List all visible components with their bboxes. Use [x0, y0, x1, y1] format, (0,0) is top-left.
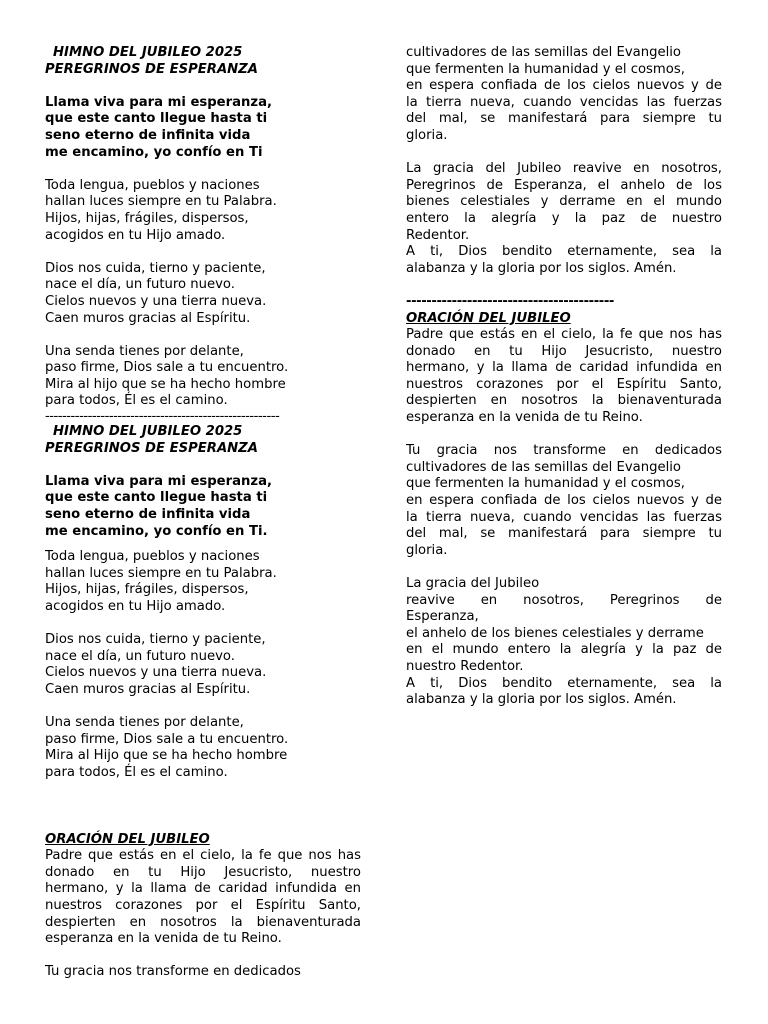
prayer-line: alabanza y la gloria por los siglos. Amén. [406, 692, 677, 708]
stanza-line: Mira al hijo que se ha hecho hombre [45, 376, 286, 392]
prayer-line: hermano, y la llama de caridad infundida en [406, 360, 722, 376]
prayer-line: La gracia del Jubileo reavive en nosotros, [406, 161, 722, 177]
prayer-line: Peregrinos de Esperanza, el anhelo de los [406, 177, 722, 193]
hymn-subtitle: PEREGRINOS DE ESPERANZA [45, 440, 258, 456]
chorus-line: que este canto llegue hasta ti [45, 490, 268, 506]
prayer-line: en espera confiada de los cielos nuevos y de [406, 78, 722, 94]
chorus-line: Llama viva para mi esperanza, [45, 94, 272, 110]
prayer-line: en espera confiada de los cielos nuevos y de [406, 493, 722, 509]
prayer-line: despierten en nosotros la bienaventurada [45, 914, 361, 930]
prayer-line: nuestros corazones por el Espíritu Santo, [406, 376, 722, 392]
hymn-subtitle: PEREGRINOS DE ESPERANZA [45, 61, 258, 77]
stanza-line: Una senda tienes por delante, [45, 343, 244, 359]
stanza-line: para todos, Él es el camino. [45, 393, 228, 409]
prayer-line: donado en tu Hijo Jesucristo, nuestro [45, 864, 361, 880]
chorus-line: Llama viva para mi esperanza, [45, 473, 272, 489]
prayer-line: A ti, Dios bendito eternamente, sea la [406, 244, 722, 260]
prayer-line: que fermenten la humanidad y el cosmos, [406, 61, 685, 77]
prayer-line: hermano, y la llama de caridad infundida en [45, 881, 361, 897]
chorus-line: seno eterno de infinita vida [45, 127, 251, 143]
prayer-line: nuestros corazones por el Espíritu Santo, [45, 897, 361, 913]
prayer-line: cultivadores de las semillas del Evangelio [406, 45, 681, 60]
prayer-line: bienes celestiales y derrame en el mundo [406, 194, 722, 210]
prayer-line: reavive en nosotros, Peregrinos de [406, 592, 722, 608]
hymn-title: HIMNO DEL JUBILEO 2025 [53, 45, 243, 60]
prayer-line: donado en tu Hijo Jesucristo, nuestro [406, 343, 722, 359]
prayer-line: cultivadores de las semillas del Evangelio [406, 459, 681, 475]
stanza-line: acogidos en tu Hijo amado. [45, 599, 226, 614]
stanza-line: hallan luces siempre en tu Palabra. [45, 565, 277, 581]
prayer-line: del mal, se manifestará para siempre tu [406, 111, 722, 127]
prayer-line: el anhelo de los bienes celestiales y derrame [406, 625, 704, 641]
prayer-line: alabanza y la gloria por los siglos. Amén. [406, 260, 677, 276]
prayer-line: entero la alegría y la paz de nuestro [406, 210, 722, 226]
prayer-line: Esperanza, [406, 609, 479, 625]
prayer-line: gloria. [406, 127, 448, 143]
chorus-line: seno eterno de infinita vida [45, 507, 251, 523]
right-column [406, 45, 722, 709]
prayer-line: en el mundo entero la alegría y la paz de [406, 642, 722, 658]
dashed-separator: ------------------------------------------------------- [45, 409, 280, 425]
prayer-line: gloria. [406, 542, 448, 558]
stanza-line: Cielos nuevos y una tierra nueva. [45, 665, 267, 681]
prayer-line: la tierra nueva, cuando vencidas las fuerzas [406, 94, 722, 110]
prayer-line: La gracia del Jubileo [406, 576, 540, 591]
hymn-title: HIMNO DEL JUBILEO 2025 [53, 424, 243, 440]
prayer-line: Tu gracia nos transforme en dedicados [45, 964, 301, 980]
stanza-line: Una senda tienes por delante, [45, 715, 244, 731]
stanza-line: nace el día, un futuro nuevo. [45, 277, 235, 293]
prayer-line: esperanza en la venida de tu Reino. [406, 410, 643, 426]
stanza-line: Caen muros gracias al Espíritu. [45, 310, 251, 326]
stanza-line: hallan luces siempre en tu Palabra. [45, 194, 277, 210]
prayer-line: Padre que estás en el cielo, la fe que nos has [45, 848, 361, 864]
chorus-line: que este canto llegue hasta ti [45, 111, 268, 127]
prayer-line: esperanza en la venida de tu Reino. [45, 931, 282, 947]
stanza-line: paso firme, Dios sale a tu encuentro. [45, 731, 289, 747]
chorus-line: me encamino, yo confío en Ti [45, 144, 263, 160]
prayer-line: nuestro Redentor. [406, 658, 524, 674]
stanza-line: para todos, Él es el camino. [45, 764, 228, 780]
stanza-line: Dios nos cuida, tierno y paciente, [45, 260, 266, 276]
stanza-line: acogidos en tu Hijo amado. [45, 227, 226, 243]
prayer-title: ORACIÓN DEL JUBILEO [406, 310, 571, 326]
prayer-title: ORACIÓN DEL JUBILEO [45, 831, 210, 847]
prayer-line: A ti, Dios bendito eternamente, sea la [406, 675, 722, 691]
prayer-line: despierten en nosotros la bienaventurada [406, 393, 722, 409]
prayer-line: Redentor. [406, 227, 470, 243]
stanza-line: Cielos nuevos y una tierra nueva. [45, 293, 267, 309]
stanza-line: Toda lengua, pueblos y naciones [45, 177, 260, 193]
prayer-line: que fermenten la humanidad y el cosmos, [406, 476, 685, 492]
dashed-separator: ----------------------------------------- [406, 293, 615, 309]
stanza-line: Toda lengua, pueblos y naciones [45, 549, 260, 565]
chorus-line: me encamino, yo confío en Ti. [45, 523, 268, 539]
stanza-line: Hijos, hijas, frágiles, dispersos, [45, 210, 249, 226]
prayer-line: del mal, se manifestará para siempre tu [406, 526, 722, 542]
stanza-line: Mira al Hijo que se ha hecho hombre [45, 748, 288, 764]
stanza-line: nace el día, un futuro nuevo. [45, 648, 235, 664]
stanza-line: paso firme, Dios sale a tu encuentro. [45, 360, 289, 376]
left-column [45, 45, 361, 981]
prayer-line: Padre que estás en el cielo, la fe que nos has [406, 327, 722, 343]
stanza-line: Hijos, hijas, frágiles, dispersos, [45, 582, 249, 598]
stanza-line: Caen muros gracias al Espíritu. [45, 681, 251, 697]
prayer-line: la tierra nueva, cuando vencidas las fuerzas [406, 509, 722, 525]
prayer-line: Tu gracia nos transforme en dedicados [406, 443, 722, 459]
stanza-line: Dios nos cuida, tierno y paciente, [45, 632, 266, 648]
